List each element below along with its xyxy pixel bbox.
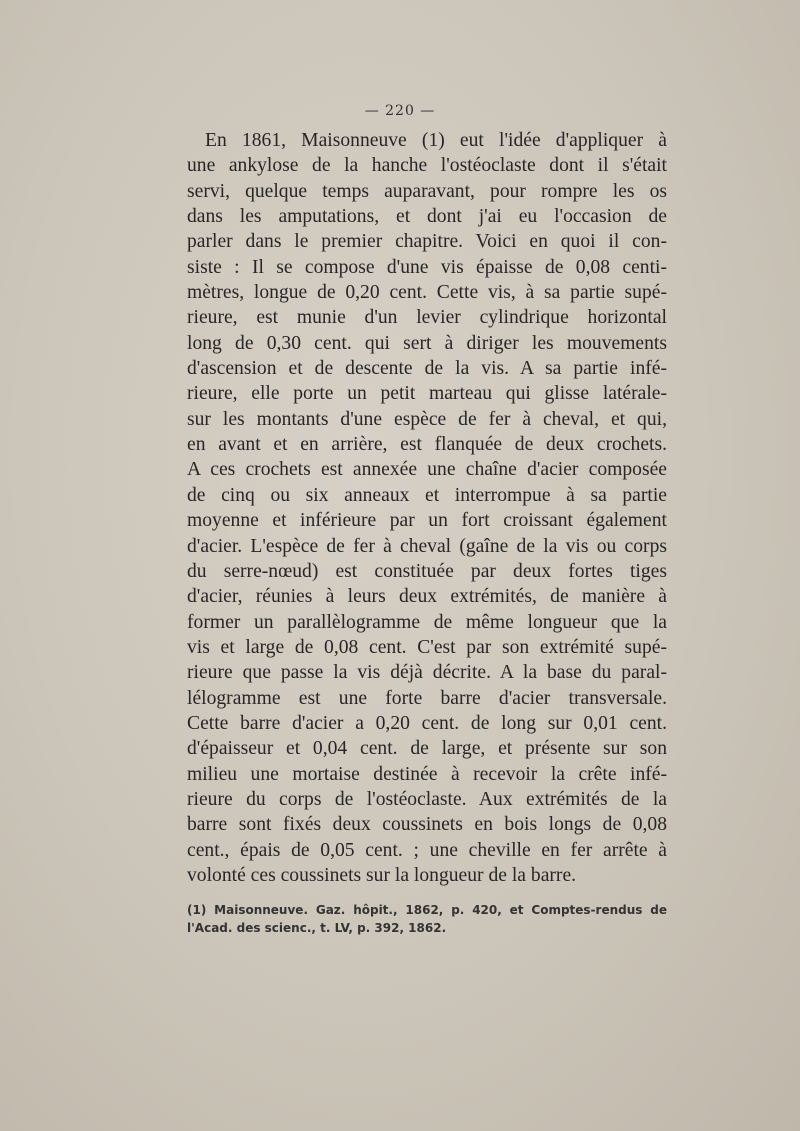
text-line: former un parallèlogramme de même longueur que la bbox=[187, 611, 667, 633]
footnote bbox=[187, 902, 667, 937]
text-line: parler dans le premier chapitre. Voici en quoi il con- bbox=[187, 231, 667, 253]
text-line: rieure du corps de l'ostéoclaste. Aux extrémités de la bbox=[187, 788, 667, 810]
text-line: mètres, longue de 0,20 cent. Cette vis, à sa partie supé- bbox=[187, 282, 667, 304]
text-line: rieure que passe la vis déjà décrite. A la base du paral- bbox=[187, 662, 667, 684]
text-line: milieu une mortaise destinée à recevoir la crête infé- bbox=[187, 763, 667, 785]
text-line: servi, quelque temps auparavant, pour rompre les os bbox=[187, 180, 667, 202]
text-line: vis et large de 0,08 cent. C'est par son extrémité supé- bbox=[187, 636, 667, 658]
text-line: A ces crochets est annexée une chaîne d'acier composée bbox=[187, 459, 667, 481]
body-paragraph bbox=[187, 128, 667, 888]
text-line: Cette barre d'acier a 0,20 cent. de long sur 0,01 cent. bbox=[187, 712, 667, 734]
text-line: sur les montants d'une espèce de fer à cheval, et qui, bbox=[187, 408, 667, 430]
text-line: rieure, est munie d'un levier cylindrique horizontal bbox=[187, 307, 667, 329]
text-line: en avant et en arrière, est flanquée de deux crochets. bbox=[187, 434, 667, 456]
text-line: d'acier. L'espèce de fer à cheval (gaîne de la vis ou corps bbox=[187, 535, 667, 557]
text-line: d'acier, réunies à leurs deux extrémités, de manière à bbox=[187, 586, 667, 608]
page-number: — 220 — bbox=[364, 103, 436, 119]
text-line: une ankylose de la hanche l'ostéoclaste dont il s'était bbox=[187, 155, 667, 177]
text-line: lélogramme est une forte barre d'acier transversale. bbox=[187, 687, 667, 709]
text-line: d'ascension et de descente de la vis. A sa partie infé- bbox=[187, 358, 667, 380]
text-line: d'épaisseur et 0,04 cent. de large, et présente sur son bbox=[187, 738, 667, 760]
text-line: long de 0,30 cent. qui sert à diriger les mouvements bbox=[187, 332, 667, 354]
footnote-line: l'Acad. des scienc., t. LV, p. 392, 1862. bbox=[187, 920, 447, 935]
footnote-line: (1) Maisonneuve. Gaz. hôpit., 1862, p. 420, et Comptes-rendus de bbox=[187, 903, 667, 917]
text-line: moyenne et inférieure par un fort croissant également bbox=[187, 510, 667, 532]
text-line: de cinq ou six anneaux et interrompue à sa partie bbox=[187, 484, 667, 506]
text-line: En 1861, Maisonneuve (1) eut l'idée d'appliquer à bbox=[205, 130, 667, 151]
text-line: barre sont fixés deux coussinets en bois longs de 0,08 bbox=[187, 814, 667, 836]
text-line: volonté ces coussinets sur la longueur de la barre. bbox=[187, 864, 577, 886]
text-line: rieure, elle porte un petit marteau qui glisse latérale- bbox=[187, 383, 667, 405]
text-line: siste : Il se compose d'une vis épaisse de 0,08 centi- bbox=[187, 256, 667, 278]
text-line: dans les amputations, et dont j'ai eu l'occasion de bbox=[187, 206, 667, 228]
text-line: cent., épais de 0,05 cent. ; une cheville en fer arrête à bbox=[187, 839, 667, 861]
text-line: du serre-nœud) est constituée par deux fortes tiges bbox=[187, 560, 667, 582]
